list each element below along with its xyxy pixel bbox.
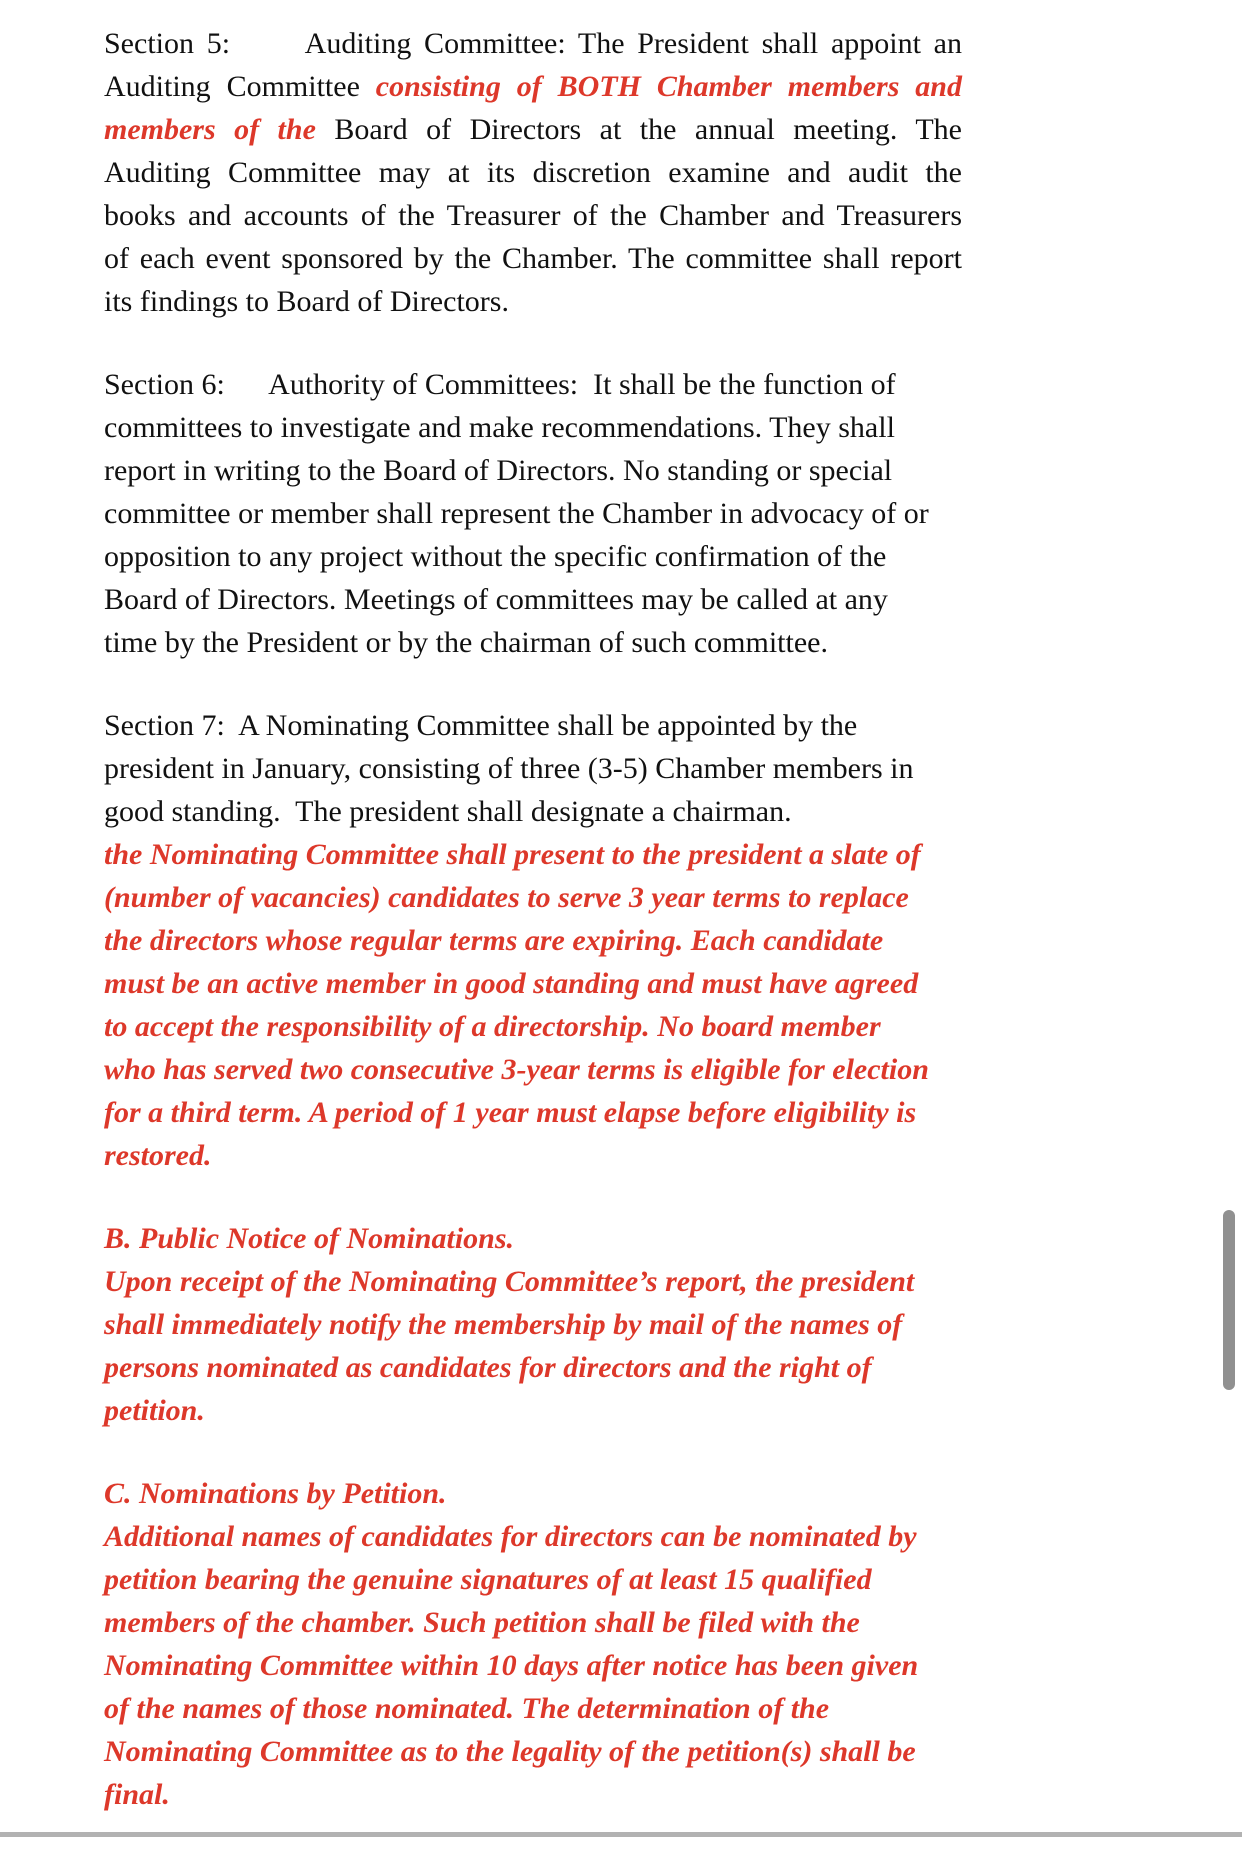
text-line: [104, 406, 962, 449]
text-line: [104, 1134, 962, 1177]
body-text: Board of Directors at the annual meeting. The: [334, 113, 962, 146]
text-line: [104, 790, 962, 833]
text-line: [104, 1773, 962, 1816]
body-text: report in writing to the Board of Directors. No standing or special: [104, 454, 893, 487]
text-line: [104, 108, 962, 151]
emphasis-red-text: petition.: [104, 1394, 205, 1427]
emphasis-red-text: Nominating Committee as to the legality of the petition(s) shall be: [104, 1735, 916, 1768]
emphasis-red-text: the Nominating Committee shall present to the president a slate of: [104, 838, 921, 871]
text-line: [104, 151, 962, 194]
section-6-paragraph: [104, 363, 962, 664]
text-line: [104, 449, 962, 492]
text-line: [104, 1730, 962, 1773]
body-text: Section 7: A Nominating Committee shall be appointed by the: [104, 709, 858, 742]
text-line: [104, 578, 962, 621]
body-text: committee or member shall represent the Chamber in advocacy of or: [104, 497, 929, 530]
text-line: [104, 621, 962, 664]
text-line: [104, 1260, 962, 1303]
body-text: committees to investigate and make recommendations. They shall: [104, 411, 895, 444]
text-line: [104, 1389, 962, 1432]
text-line: [104, 363, 962, 406]
emphasis-red-text: (number of vacancies) candidates to serve 3 year terms to replace: [104, 881, 909, 914]
text-line: [104, 1346, 962, 1389]
text-line: [104, 1048, 962, 1091]
text-line: [104, 919, 962, 962]
bottom-edge-bar: [0, 1832, 1242, 1837]
emphasis-red-text: of the names of those nominated. The determination of the: [104, 1692, 830, 1725]
emphasis-red-text: members of the: [104, 113, 335, 146]
text-line: [104, 1472, 962, 1515]
text-line: [104, 1558, 962, 1601]
body-text: Auditing Committee: [104, 70, 376, 103]
body-text: Section 5: Auditing Committee: The President shall appoint an: [104, 27, 962, 60]
text-line: [104, 1303, 962, 1346]
text-line: [104, 65, 962, 108]
body-text: opposition to any project without the specific confirmation of the: [104, 540, 887, 573]
text-line: [104, 280, 962, 323]
text-line: [104, 704, 962, 747]
scrollbar-thumb[interactable]: [1223, 1210, 1235, 1390]
emphasis-red-text: B. Public Notice of Nominations.: [104, 1222, 515, 1255]
emphasis-red-text: consisting of BOTH Chamber members and: [375, 70, 962, 103]
text-line: [104, 833, 962, 876]
text-line: [104, 1687, 962, 1730]
text-line: [104, 1601, 962, 1644]
emphasis-red-text: the directors whose regular terms are expiring. Each candidate: [104, 924, 884, 957]
body-text: time by the President or by the chairman of such committee.: [104, 626, 828, 659]
emphasis-red-text: for a third term. A period of 1 year must elapse before eligibility is: [104, 1096, 917, 1129]
body-text: president in January, consisting of three (3-5) Chamber members in: [104, 752, 914, 785]
text-line: [104, 535, 962, 578]
body-text: Section 6: Authority of Committees: It shall be the function of: [104, 368, 896, 401]
emphasis-red-text: persons nominated as candidates for directors and the right of: [104, 1351, 872, 1384]
emphasis-red-text: members of the chamber. Such petition shall be filed with the: [104, 1606, 860, 1639]
text-line: [104, 1644, 962, 1687]
text-line: [104, 1515, 962, 1558]
nominations-by-petition-paragraph: [104, 1472, 962, 1816]
text-line: [104, 1091, 962, 1134]
emphasis-red-text: petition bearing the genuine signatures of at least 15 qualified: [104, 1563, 872, 1596]
body-text: Board of Directors. Meetings of committees may be called at any: [104, 583, 888, 616]
emphasis-red-text: restored.: [104, 1139, 212, 1172]
emphasis-red-text: shall immediately notify the membership by mail of the names of: [104, 1308, 903, 1341]
text-line: [104, 492, 962, 535]
emphasis-red-text: Additional names of candidates for directors can be nominated by: [104, 1520, 917, 1553]
text-line: [104, 962, 962, 1005]
public-notice-of-nominations-paragraph: [104, 1217, 962, 1432]
section-5-paragraph: [104, 22, 962, 323]
body-text: of each event sponsored by the Chamber. The committee shall report: [104, 242, 962, 275]
text-line: [104, 237, 962, 280]
section-7-paragraph: [104, 704, 962, 1177]
emphasis-red-text: Upon receipt of the Nominating Committee’s report, the president: [104, 1265, 915, 1298]
document-text-area: [104, 22, 962, 1856]
emphasis-red-text: C. Nominations by Petition.: [104, 1477, 447, 1510]
body-text: its findings to Board of Directors.: [104, 285, 509, 318]
emphasis-red-text: to accept the responsibility of a directorship. No board member: [104, 1010, 881, 1043]
text-line: [104, 194, 962, 237]
emphasis-red-text: final.: [104, 1778, 170, 1811]
emphasis-red-text: must be an active member in good standing and must have agreed: [104, 967, 919, 1000]
body-text: Auditing Committee may at its discretion examine and audit the: [104, 156, 962, 189]
text-line: [104, 876, 962, 919]
body-text: good standing. The president shall designate a chairman.: [104, 795, 792, 828]
emphasis-red-text: Nominating Committee within 10 days after notice has been given: [104, 1649, 919, 1682]
text-line: [104, 22, 962, 65]
text-line: [104, 747, 962, 790]
text-line: [104, 1005, 962, 1048]
text-line: [104, 1217, 962, 1260]
body-text: books and accounts of the Treasurer of the Chamber and Treasurers: [104, 199, 962, 232]
emphasis-red-text: who has served two consecutive 3-year terms is eligible for election: [104, 1053, 929, 1086]
